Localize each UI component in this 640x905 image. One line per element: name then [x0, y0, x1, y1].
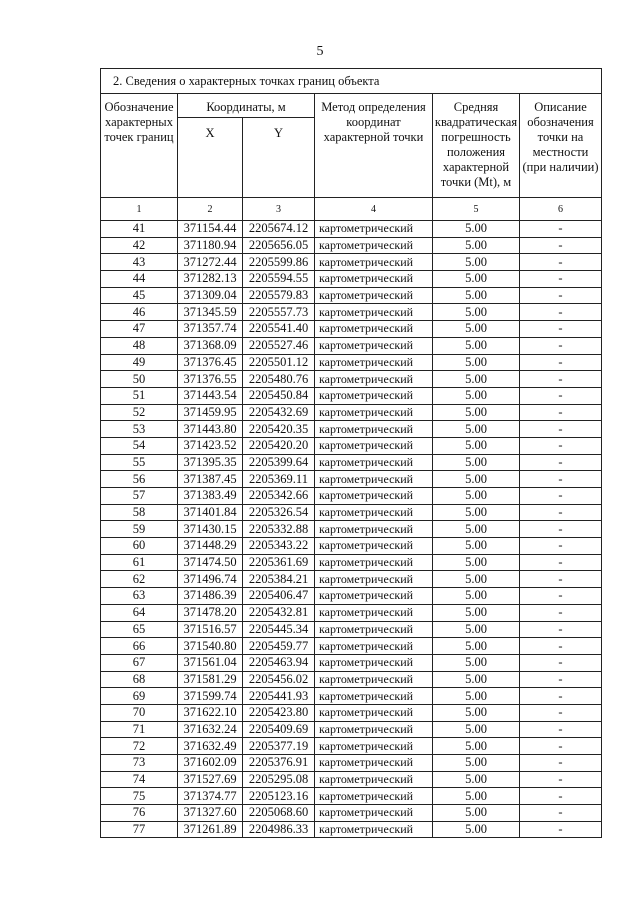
x-coordinate-cell: 371282.13: [178, 271, 243, 288]
description-cell: -: [520, 504, 602, 521]
mean-error-cell: 5.00: [433, 421, 520, 438]
point-number-cell: 67: [101, 654, 178, 671]
header-designation: Обозначение характерных точек границ: [101, 94, 178, 198]
description-cell: -: [520, 721, 602, 738]
table-row: [101, 538, 602, 555]
table-row: [101, 621, 602, 638]
description-cell: -: [520, 421, 602, 438]
method-cell: картометрический: [315, 321, 433, 338]
method-cell: картометрический: [315, 504, 433, 521]
method-cell: картометрический: [315, 788, 433, 805]
mean-error-cell: 5.00: [433, 437, 520, 454]
mean-error-cell: 5.00: [433, 521, 520, 538]
x-coordinate-cell: 371401.84: [178, 504, 243, 521]
mean-error-cell: 5.00: [433, 654, 520, 671]
method-cell: картометрический: [315, 538, 433, 555]
point-number-cell: 71: [101, 721, 178, 738]
y-coordinate-cell: 2205432.81: [243, 604, 315, 621]
point-number-cell: 43: [101, 254, 178, 271]
mean-error-cell: 5.00: [433, 254, 520, 271]
header-coordinates: Координаты, м: [178, 94, 315, 118]
table-row: [101, 271, 602, 288]
table-row: [101, 304, 602, 321]
y-coordinate-cell: 2205463.94: [243, 654, 315, 671]
mean-error-cell: 5.00: [433, 454, 520, 471]
x-coordinate-cell: 371496.74: [178, 571, 243, 588]
y-coordinate-cell: 2205456.02: [243, 671, 315, 688]
table-row: [101, 404, 602, 421]
point-number-cell: 59: [101, 521, 178, 538]
point-number-cell: 57: [101, 488, 178, 505]
description-cell: -: [520, 387, 602, 404]
x-coordinate-cell: 371357.74: [178, 321, 243, 338]
mean-error-cell: 5.00: [433, 354, 520, 371]
point-number-cell: 46: [101, 304, 178, 321]
point-number-cell: 62: [101, 571, 178, 588]
y-coordinate-cell: 2205674.12: [243, 221, 315, 238]
description-cell: -: [520, 271, 602, 288]
point-number-cell: 68: [101, 671, 178, 688]
table-row: [101, 337, 602, 354]
y-coordinate-cell: 2205068.60: [243, 805, 315, 822]
point-number-cell: 55: [101, 454, 178, 471]
description-cell: -: [520, 254, 602, 271]
table-row: [101, 354, 602, 371]
method-cell: картометрический: [315, 337, 433, 354]
x-coordinate-cell: 371448.29: [178, 538, 243, 555]
x-coordinate-cell: 371376.55: [178, 371, 243, 388]
table-row: [101, 704, 602, 721]
x-coordinate-cell: 371443.54: [178, 387, 243, 404]
point-number-cell: 73: [101, 755, 178, 772]
mean-error-cell: 5.00: [433, 538, 520, 555]
y-coordinate-cell: 2205406.47: [243, 588, 315, 605]
mean-error-cell: 5.00: [433, 604, 520, 621]
mean-error-cell: 5.00: [433, 571, 520, 588]
method-cell: картометрический: [315, 354, 433, 371]
header-y: Y: [243, 118, 315, 198]
method-cell: картометрический: [315, 287, 433, 304]
mean-error-cell: 5.00: [433, 771, 520, 788]
y-coordinate-cell: 2205599.86: [243, 254, 315, 271]
y-coordinate-cell: 2205377.19: [243, 738, 315, 755]
y-coordinate-cell: 2205445.34: [243, 621, 315, 638]
mean-error-cell: 5.00: [433, 738, 520, 755]
description-cell: -: [520, 688, 602, 705]
table-body: [101, 221, 602, 838]
header-method: Метод определения координат характерной точки: [315, 94, 433, 198]
table-row: [101, 654, 602, 671]
x-coordinate-cell: 371632.49: [178, 738, 243, 755]
x-coordinate-cell: 371602.09: [178, 755, 243, 772]
y-coordinate-cell: 2205342.66: [243, 488, 315, 505]
y-coordinate-cell: 2205343.22: [243, 538, 315, 555]
y-coordinate-cell: 2205123.16: [243, 788, 315, 805]
y-coordinate-cell: 2205579.83: [243, 287, 315, 304]
y-coordinate-cell: 2205480.76: [243, 371, 315, 388]
mean-error-cell: 5.00: [433, 337, 520, 354]
description-cell: -: [520, 638, 602, 655]
table-row: [101, 738, 602, 755]
description-cell: -: [520, 554, 602, 571]
x-coordinate-cell: 371345.59: [178, 304, 243, 321]
x-coordinate-cell: 371309.04: [178, 287, 243, 304]
point-number-cell: 70: [101, 704, 178, 721]
x-coordinate-cell: 371387.45: [178, 471, 243, 488]
description-cell: -: [520, 588, 602, 605]
table-row: [101, 221, 602, 238]
x-coordinate-cell: 371430.15: [178, 521, 243, 538]
method-cell: картометрический: [315, 271, 433, 288]
mean-error-cell: 5.00: [433, 371, 520, 388]
x-coordinate-cell: 371374.77: [178, 788, 243, 805]
point-number-cell: 76: [101, 805, 178, 822]
description-cell: -: [520, 738, 602, 755]
column-number: 6: [520, 198, 602, 221]
table-row: [101, 821, 602, 838]
point-number-cell: 77: [101, 821, 178, 838]
mean-error-cell: 5.00: [433, 287, 520, 304]
x-coordinate-cell: 371561.04: [178, 654, 243, 671]
method-cell: картометрический: [315, 521, 433, 538]
point-number-cell: 50: [101, 371, 178, 388]
description-cell: -: [520, 354, 602, 371]
description-cell: -: [520, 704, 602, 721]
y-coordinate-cell: 2204986.33: [243, 821, 315, 838]
column-number: 3: [243, 198, 315, 221]
table-row: [101, 638, 602, 655]
y-coordinate-cell: 2205326.54: [243, 504, 315, 521]
point-number-cell: 66: [101, 638, 178, 655]
header-x: X: [178, 118, 243, 198]
y-coordinate-cell: 2205557.73: [243, 304, 315, 321]
y-coordinate-cell: 2205369.11: [243, 471, 315, 488]
x-coordinate-cell: 371459.95: [178, 404, 243, 421]
method-cell: картометрический: [315, 554, 433, 571]
description-cell: -: [520, 404, 602, 421]
x-coordinate-cell: 371423.52: [178, 437, 243, 454]
y-coordinate-cell: 2205441.93: [243, 688, 315, 705]
column-number-row: [101, 198, 602, 221]
y-coordinate-cell: 2205527.46: [243, 337, 315, 354]
mean-error-cell: 5.00: [433, 504, 520, 521]
description-cell: -: [520, 237, 602, 254]
method-cell: картометрический: [315, 421, 433, 438]
y-coordinate-cell: 2205376.91: [243, 755, 315, 772]
x-coordinate-cell: 371599.74: [178, 688, 243, 705]
point-number-cell: 74: [101, 771, 178, 788]
point-number-cell: 56: [101, 471, 178, 488]
table-row: [101, 454, 602, 471]
method-cell: картометрический: [315, 638, 433, 655]
description-cell: -: [520, 437, 602, 454]
table-row: [101, 287, 602, 304]
method-cell: картометрический: [315, 688, 433, 705]
page-number: 5: [316, 44, 324, 59]
y-coordinate-cell: 2205384.21: [243, 571, 315, 588]
point-number-cell: 72: [101, 738, 178, 755]
description-cell: -: [520, 371, 602, 388]
point-number-cell: 42: [101, 237, 178, 254]
table-row: [101, 604, 602, 621]
description-cell: -: [520, 521, 602, 538]
header-mean-error: Средняя квадратическая погрешность положения характерной точки (Mt), м: [433, 94, 520, 198]
method-cell: картометрический: [315, 571, 433, 588]
method-cell: картометрический: [315, 471, 433, 488]
method-cell: картометрический: [315, 254, 433, 271]
description-cell: -: [520, 788, 602, 805]
mean-error-cell: 5.00: [433, 404, 520, 421]
mean-error-cell: 5.00: [433, 688, 520, 705]
description-cell: -: [520, 671, 602, 688]
mean-error-cell: 5.00: [433, 621, 520, 638]
x-coordinate-cell: 371527.69: [178, 771, 243, 788]
method-cell: картометрический: [315, 304, 433, 321]
y-coordinate-cell: 2205450.84: [243, 387, 315, 404]
y-coordinate-cell: 2205432.69: [243, 404, 315, 421]
description-cell: -: [520, 488, 602, 505]
x-coordinate-cell: 371622.10: [178, 704, 243, 721]
point-number-cell: 48: [101, 337, 178, 354]
x-coordinate-cell: 371478.20: [178, 604, 243, 621]
x-coordinate-cell: 371486.39: [178, 588, 243, 605]
method-cell: картометрический: [315, 755, 433, 772]
point-number-cell: 65: [101, 621, 178, 638]
table-row: [101, 371, 602, 388]
column-number: 4: [315, 198, 433, 221]
table-row: [101, 237, 602, 254]
description-cell: -: [520, 454, 602, 471]
table-row: [101, 254, 602, 271]
table-row: [101, 387, 602, 404]
point-number-cell: 54: [101, 437, 178, 454]
x-coordinate-cell: 371540.80: [178, 638, 243, 655]
column-number: 2: [178, 198, 243, 221]
point-number-cell: 44: [101, 271, 178, 288]
column-number: 5: [433, 198, 520, 221]
y-coordinate-cell: 2205501.12: [243, 354, 315, 371]
method-cell: картометрический: [315, 805, 433, 822]
x-coordinate-cell: 371368.09: [178, 337, 243, 354]
x-coordinate-cell: 371395.35: [178, 454, 243, 471]
x-coordinate-cell: 371474.50: [178, 554, 243, 571]
mean-error-cell: 5.00: [433, 488, 520, 505]
method-cell: картометрический: [315, 454, 433, 471]
description-cell: -: [520, 287, 602, 304]
point-number-cell: 47: [101, 321, 178, 338]
method-cell: картометрический: [315, 387, 433, 404]
description-cell: -: [520, 471, 602, 488]
x-coordinate-cell: 371376.45: [178, 354, 243, 371]
mean-error-cell: 5.00: [433, 721, 520, 738]
table-row: [101, 554, 602, 571]
method-cell: картометрический: [315, 654, 433, 671]
method-cell: картометрический: [315, 437, 433, 454]
method-cell: картометрический: [315, 404, 433, 421]
y-coordinate-cell: 2205332.88: [243, 521, 315, 538]
mean-error-cell: 5.00: [433, 387, 520, 404]
section-title: 2. Сведения о характерных точках границ объекта: [101, 69, 602, 94]
table-row: [101, 571, 602, 588]
table-row: [101, 771, 602, 788]
method-cell: картометрический: [315, 738, 433, 755]
point-number-cell: 45: [101, 287, 178, 304]
table-row: [101, 504, 602, 521]
point-number-cell: 51: [101, 387, 178, 404]
point-number-cell: 58: [101, 504, 178, 521]
mean-error-cell: 5.00: [433, 271, 520, 288]
method-cell: картометрический: [315, 621, 433, 638]
table-row: [101, 321, 602, 338]
mean-error-cell: 5.00: [433, 704, 520, 721]
point-number-cell: 41: [101, 221, 178, 238]
x-coordinate-cell: 371581.29: [178, 671, 243, 688]
x-coordinate-cell: 371516.57: [178, 621, 243, 638]
table-row: [101, 471, 602, 488]
y-coordinate-cell: 2205420.20: [243, 437, 315, 454]
header-description: Описание обозначения точки на местности (при наличии): [520, 94, 602, 198]
mean-error-cell: 5.00: [433, 237, 520, 254]
description-cell: -: [520, 304, 602, 321]
table-row: [101, 421, 602, 438]
mean-error-cell: 5.00: [433, 554, 520, 571]
table-row: [101, 437, 602, 454]
x-coordinate-cell: 371180.94: [178, 237, 243, 254]
mean-error-cell: 5.00: [433, 788, 520, 805]
column-number: 1: [101, 198, 178, 221]
description-cell: -: [520, 337, 602, 354]
point-number-cell: 63: [101, 588, 178, 605]
method-cell: картометрический: [315, 704, 433, 721]
y-coordinate-cell: 2205361.69: [243, 554, 315, 571]
x-coordinate-cell: 371632.24: [178, 721, 243, 738]
mean-error-cell: 5.00: [433, 588, 520, 605]
table-row: [101, 805, 602, 822]
table-row: [101, 588, 602, 605]
boundary-points-table: [100, 68, 602, 838]
mean-error-cell: 5.00: [433, 471, 520, 488]
mean-error-cell: 5.00: [433, 755, 520, 772]
mean-error-cell: 5.00: [433, 821, 520, 838]
description-cell: -: [520, 805, 602, 822]
method-cell: картометрический: [315, 237, 433, 254]
point-number-cell: 60: [101, 538, 178, 555]
table-row: [101, 755, 602, 772]
y-coordinate-cell: 2205459.77: [243, 638, 315, 655]
mean-error-cell: 5.00: [433, 321, 520, 338]
mean-error-cell: 5.00: [433, 805, 520, 822]
y-coordinate-cell: 2205594.55: [243, 271, 315, 288]
y-coordinate-cell: 2205295.08: [243, 771, 315, 788]
method-cell: картометрический: [315, 604, 433, 621]
y-coordinate-cell: 2205399.64: [243, 454, 315, 471]
method-cell: картометрический: [315, 221, 433, 238]
description-cell: -: [520, 821, 602, 838]
description-cell: -: [520, 571, 602, 588]
description-cell: -: [520, 538, 602, 555]
method-cell: картометрический: [315, 488, 433, 505]
point-number-cell: 61: [101, 554, 178, 571]
point-number-cell: 52: [101, 404, 178, 421]
mean-error-cell: 5.00: [433, 638, 520, 655]
method-cell: картометрический: [315, 721, 433, 738]
description-cell: -: [520, 321, 602, 338]
x-coordinate-cell: 371272.44: [178, 254, 243, 271]
mean-error-cell: 5.00: [433, 671, 520, 688]
x-coordinate-cell: 371261.89: [178, 821, 243, 838]
method-cell: картометрический: [315, 671, 433, 688]
table-row: [101, 521, 602, 538]
y-coordinate-cell: 2205409.69: [243, 721, 315, 738]
method-cell: картометрический: [315, 371, 433, 388]
x-coordinate-cell: 371154.44: [178, 221, 243, 238]
description-cell: -: [520, 654, 602, 671]
description-cell: -: [520, 604, 602, 621]
point-number-cell: 49: [101, 354, 178, 371]
point-number-cell: 53: [101, 421, 178, 438]
x-coordinate-cell: 371327.60: [178, 805, 243, 822]
point-number-cell: 64: [101, 604, 178, 621]
x-coordinate-cell: 371443.80: [178, 421, 243, 438]
y-coordinate-cell: 2205420.35: [243, 421, 315, 438]
table-row: [101, 488, 602, 505]
table-row: [101, 721, 602, 738]
table-row: [101, 688, 602, 705]
mean-error-cell: 5.00: [433, 221, 520, 238]
table-row: [101, 788, 602, 805]
table-row: [101, 671, 602, 688]
point-number-cell: 69: [101, 688, 178, 705]
method-cell: картометрический: [315, 588, 433, 605]
y-coordinate-cell: 2205541.40: [243, 321, 315, 338]
method-cell: картометрический: [315, 821, 433, 838]
method-cell: картометрический: [315, 771, 433, 788]
description-cell: -: [520, 771, 602, 788]
description-cell: -: [520, 221, 602, 238]
x-coordinate-cell: 371383.49: [178, 488, 243, 505]
y-coordinate-cell: 2205423.80: [243, 704, 315, 721]
point-number-cell: 75: [101, 788, 178, 805]
mean-error-cell: 5.00: [433, 304, 520, 321]
description-cell: -: [520, 621, 602, 638]
description-cell: -: [520, 755, 602, 772]
y-coordinate-cell: 2205656.05: [243, 237, 315, 254]
